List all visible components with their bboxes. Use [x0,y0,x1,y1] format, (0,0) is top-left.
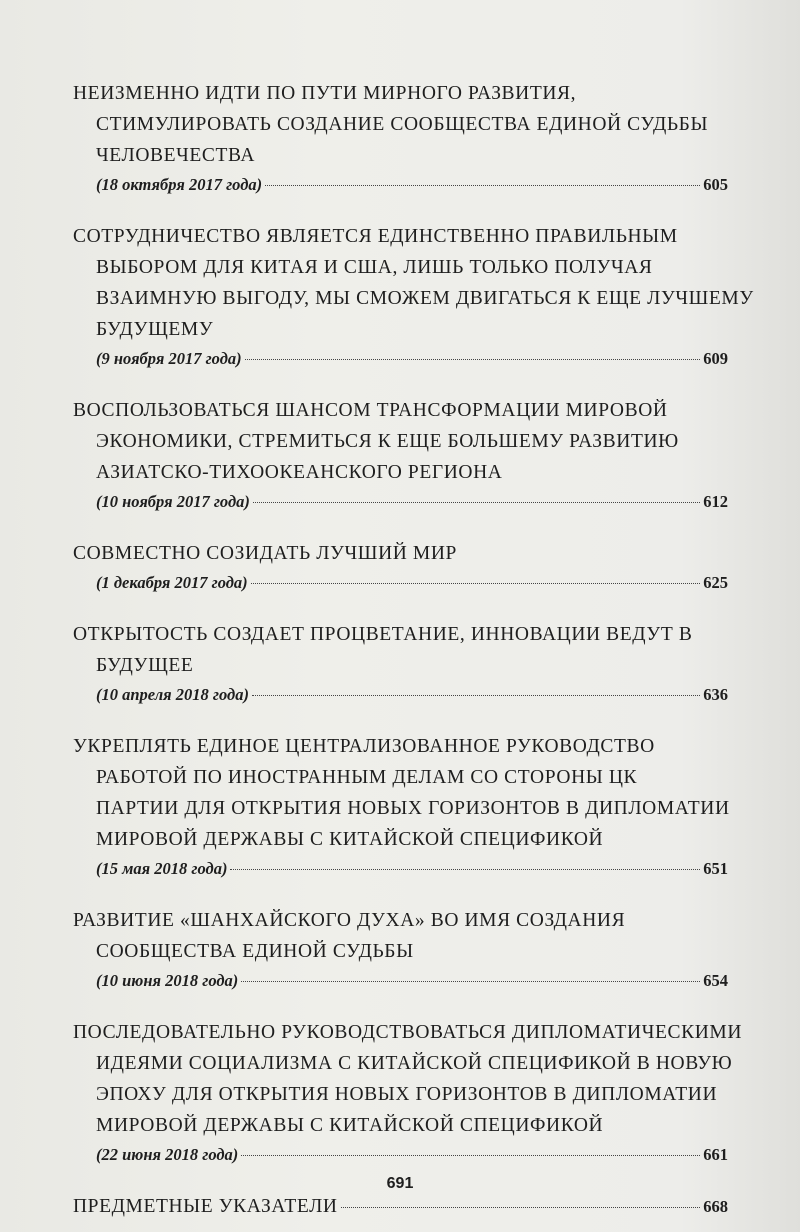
toc-title-line: ОТКРЫТОСТЬ СОЗДАЕТ ПРОЦВЕТАНИЕ, ИННОВАЦИИ ВЕДУТ В [73,624,693,645]
toc-title-line: ВЫБОРОМ ДЛЯ КИТАЯ И США, ЛИШЬ ТОЛЬКО ПОЛУЧАЯ [96,257,653,278]
dot-leader [253,502,700,503]
table-of-contents [73,78,754,1222]
toc-entry[interactable] [73,731,728,883]
toc-entry[interactable] [73,395,728,516]
toc-title-line: УКРЕПЛЯТЬ ЕДИНОЕ ЦЕНТРАЛИЗОВАННОЕ РУКОВОДСТВО [73,736,655,757]
toc-title-line: ЭКОНОМИКИ, СТРЕМИТЬСЯ К ЕЩЕ БОЛЬШЕМУ РАЗВИТИЮ [96,431,679,452]
toc-entry[interactable] [73,1017,743,1169]
toc-title-line: СОВМЕСТНО СОЗИДАТЬ ЛУЧШИЙ МИР [73,543,457,564]
toc-title-line: СОТРУДНИЧЕСТВО ЯВЛЯЕТСЯ ЕДИНСТВЕННО ПРАВИЛЬНЫМ [73,226,678,247]
toc-title-line: ЭПОХУ ДЛЯ ОТКРЫТИЯ НОВЫХ ГОРИЗОНТОВ В ДИПЛОМАТИИ [96,1084,718,1105]
toc-entry-date: (15 мая 2018 года) [96,859,228,878]
toc-entry-title [73,905,728,967]
toc-entry[interactable] [73,538,728,597]
page-number: 691 [386,1175,414,1192]
toc-entry-index[interactable] [73,1191,728,1222]
toc-title-line: ЧЕЛОВЕЧЕСТВА [96,145,256,166]
toc-page-number: 609 [703,349,728,368]
toc-entry[interactable] [73,619,728,709]
toc-page-number: 668 [703,1197,728,1216]
toc-entry-title [73,78,728,171]
toc-date-line [73,855,728,883]
toc-page-number: 651 [703,859,728,878]
toc-title-line: РАБОТОЙ ПО ИНОСТРАННЫМ ДЕЛАМ СО СТОРОНЫ ЦК [96,767,638,788]
toc-date-line [73,569,728,597]
toc-page-number: 661 [703,1145,728,1164]
toc-entry-title [73,538,728,569]
toc-page-number: 654 [703,971,728,990]
toc-page-number: 612 [703,492,728,511]
toc-entry-date: (22 июня 2018 года) [96,1145,239,1164]
toc-entry[interactable] [73,78,728,199]
toc-page-number: 605 [703,175,728,194]
toc-entry[interactable] [73,221,754,373]
toc-title-line: МИРОВОЙ ДЕРЖАВЫ С КИТАЙСКОЙ СПЕЦИФИКОЙ [96,829,604,850]
dot-leader [230,869,700,870]
toc-entry-title [73,221,754,345]
toc-date-line [73,171,728,199]
toc-entry-title [73,731,728,855]
dot-leader [241,981,700,982]
toc-entry-list [73,78,754,1169]
toc-title-line: БУДУЩЕМУ [96,319,214,340]
toc-title-line: БУДУЩЕЕ [96,655,194,676]
toc-entry-date: (9 ноября 2017 года) [96,349,242,368]
toc-title-line: ПАРТИИ ДЛЯ ОТКРЫТИЯ НОВЫХ ГОРИЗОНТОВ В ДИПЛОМАТИИ [96,798,730,819]
toc-title-line: СООБЩЕСТВА ЕДИНОЙ СУДЬБЫ [96,941,414,962]
toc-date-line [73,681,728,709]
toc-date-line [73,1141,728,1169]
dot-leader [245,359,701,360]
toc-date-line [73,967,728,995]
toc-entry-date: (18 октября 2017 года) [96,175,263,194]
toc-title-line: ПОСЛЕДОВАТЕЛЬНО РУКОВОДСТВОВАТЬСЯ ДИПЛОМАТИЧЕСКИМИ [73,1022,743,1043]
toc-entry-title [73,1017,743,1141]
toc-entry-date: (10 ноября 2017 года) [96,492,250,511]
toc-title-line: АЗИАТСКО-ТИХООКЕАНСКОГО РЕГИОНА [96,462,503,483]
toc-page-number: 636 [703,685,728,704]
dot-leader [252,695,700,696]
dot-leader [265,185,700,186]
dot-leader [241,1155,700,1156]
toc-entry-title [73,619,728,681]
dot-leader [341,1207,701,1208]
toc-title-line: РАЗВИТИЕ «ШАНХАЙСКОГО ДУХА» ВО ИМЯ СОЗДАНИЯ [73,910,626,931]
toc-entry-date: (10 июня 2018 года) [96,971,239,990]
toc-title-line: НЕИЗМЕННО ИДТИ ПО ПУТИ МИРНОГО РАЗВИТИЯ, [73,83,577,104]
toc-date-line [73,488,728,516]
toc-entry-date: (1 декабря 2017 года) [96,573,248,592]
toc-title-line: ВОСПОЛЬЗОВАТЬСЯ ШАНСОМ ТРАНСФОРМАЦИИ МИРОВОЙ [73,400,668,421]
dot-leader [251,583,701,584]
toc-page-number: 625 [703,573,728,592]
toc-entry-date: (10 апреля 2018 года) [96,685,249,704]
toc-title-line: МИРОВОЙ ДЕРЖАВЫ С КИТАЙСКОЙ СПЕЦИФИКОЙ [96,1115,604,1136]
toc-entry-title: ПРЕДМЕТНЫЕ УКАЗАТЕЛИ [73,1196,338,1217]
toc-title-line: СТИМУЛИРОВАТЬ СОЗДАНИЕ СООБЩЕСТВА ЕДИНОЙ СУДЬБЫ [96,114,709,135]
toc-title-line: ИДЕЯМИ СОЦИАЛИЗМА С КИТАЙСКОЙ СПЕЦИФИКОЙ В НОВУЮ [96,1053,733,1074]
toc-date-line [73,345,728,373]
toc-entry[interactable] [73,905,728,995]
toc-entry-title [73,395,728,488]
toc-title-line: ВЗАИМНУЮ ВЫГОДУ, МЫ СМОЖЕМ ДВИГАТЬСЯ К ЕЩЕ ЛУЧШЕМУ [96,288,754,309]
